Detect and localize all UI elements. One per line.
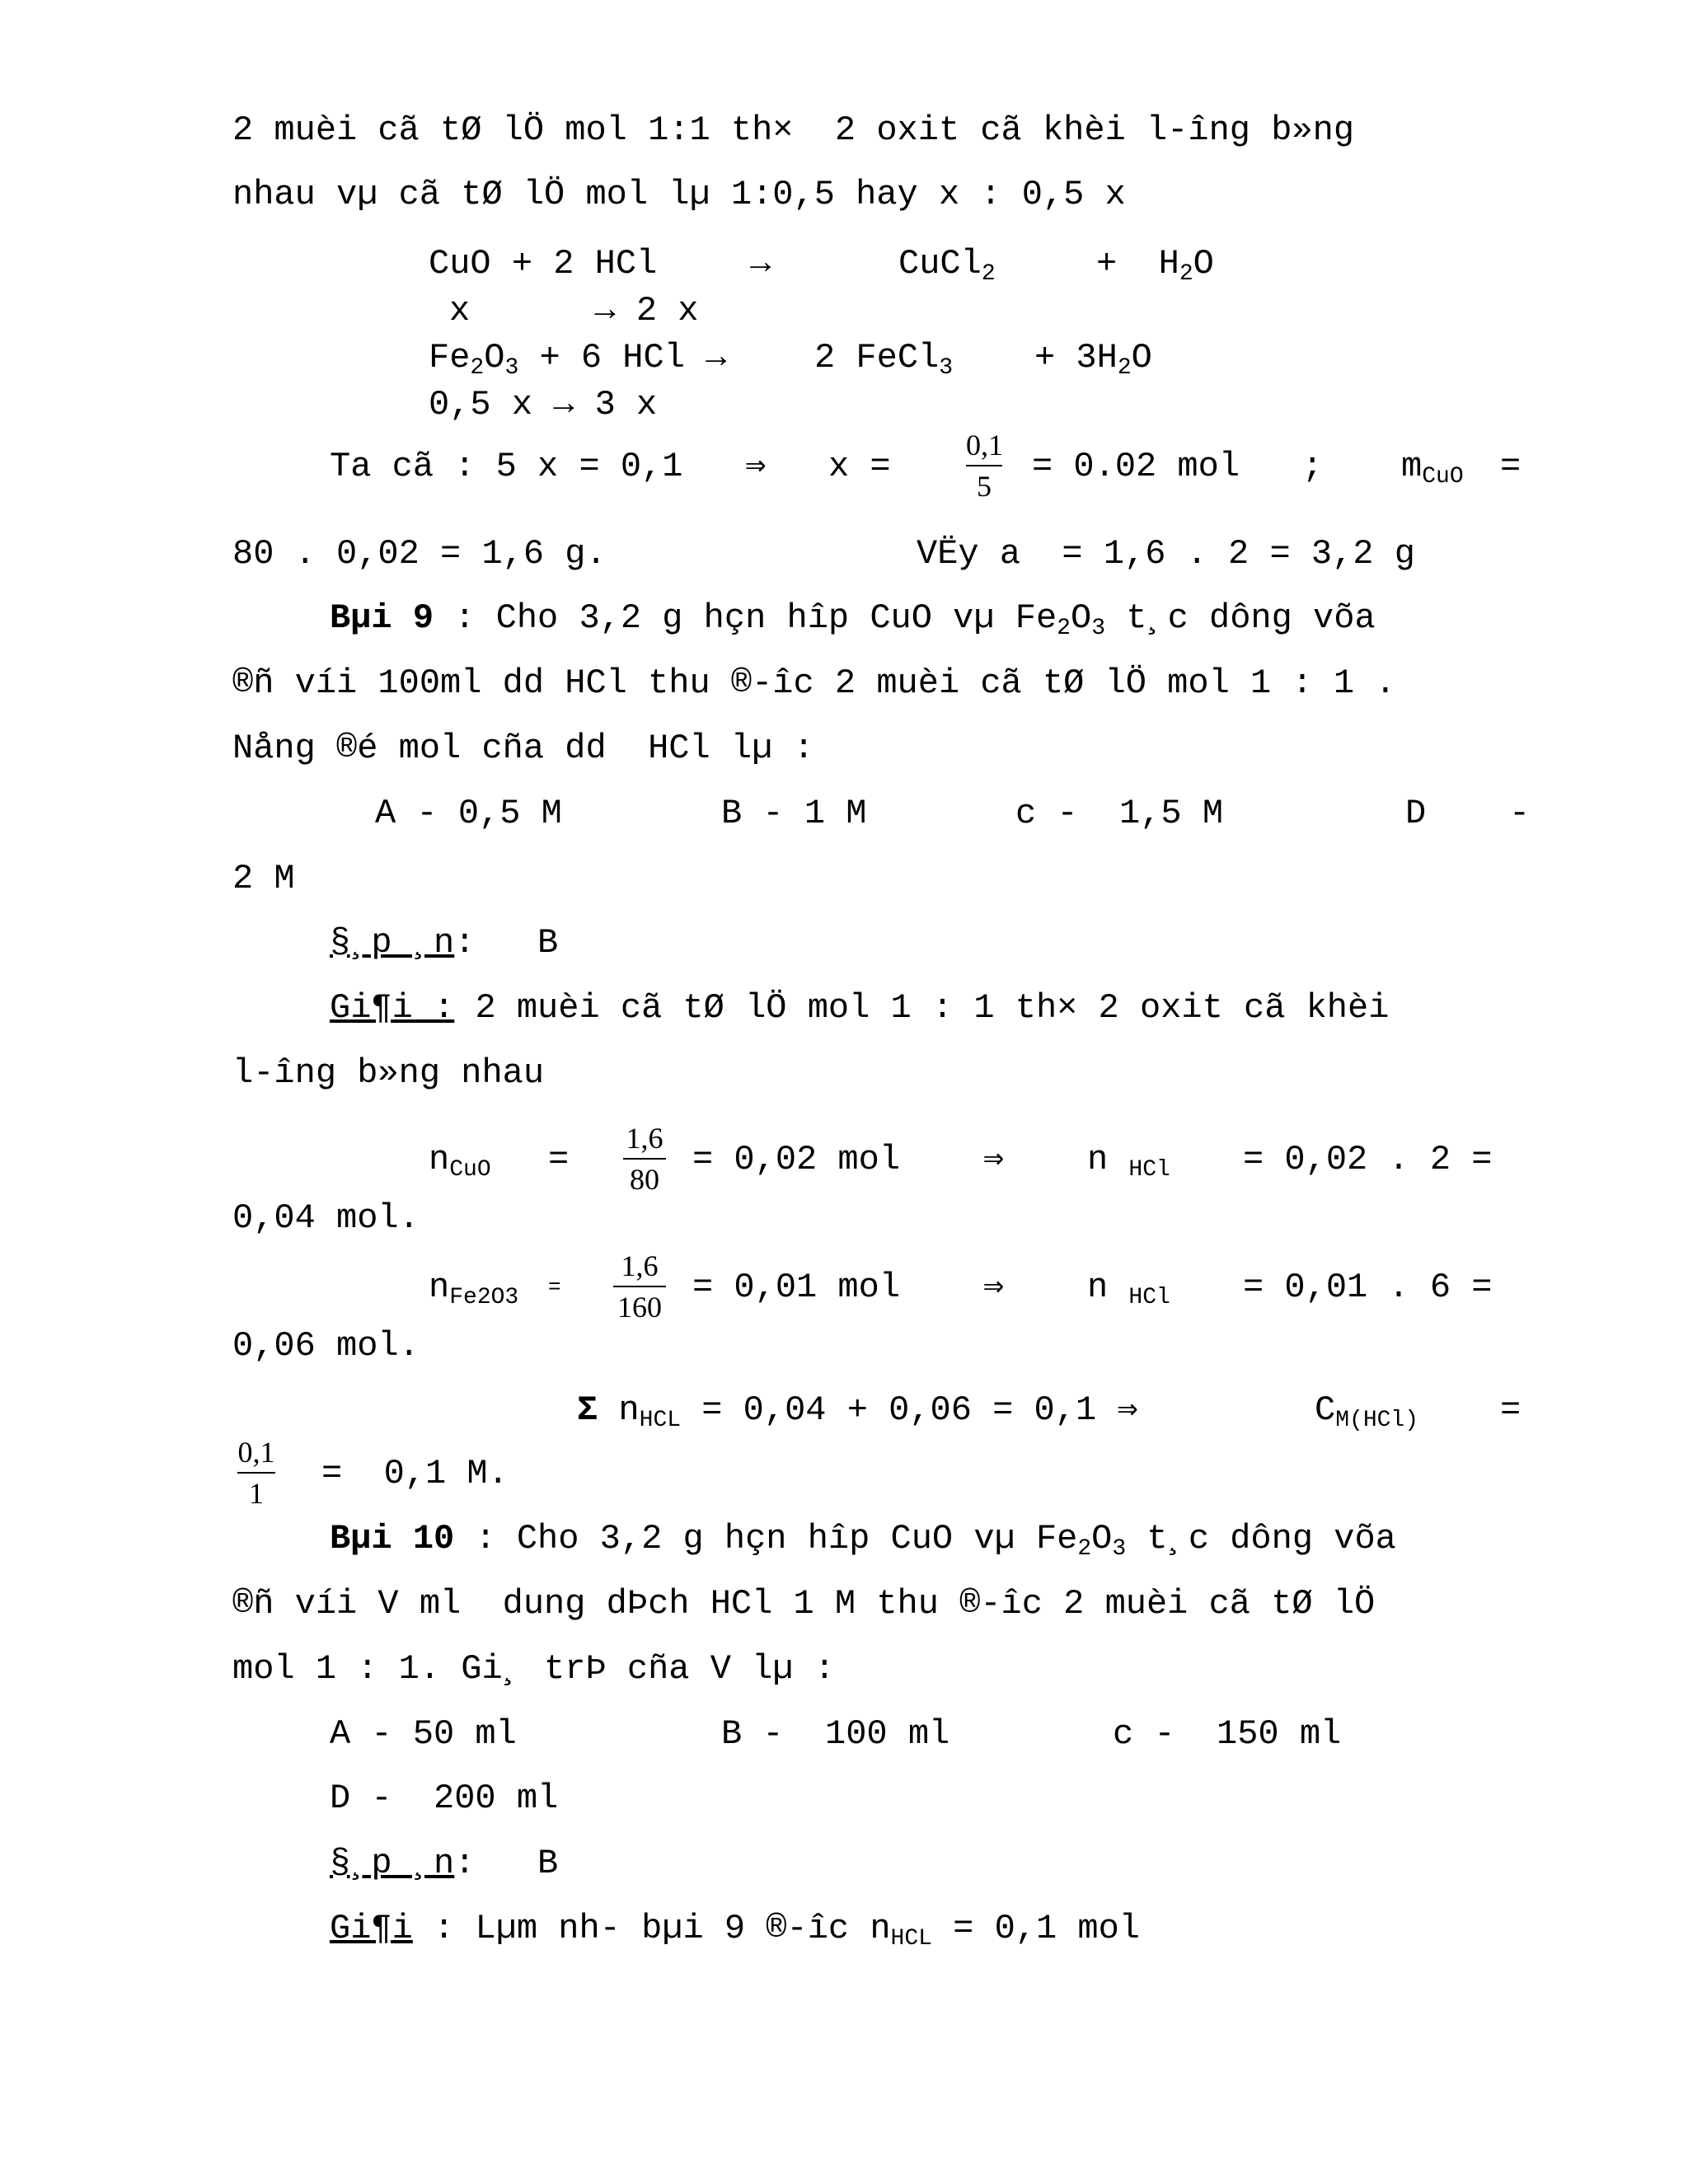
option-a: A - 0,5 M — [375, 794, 562, 833]
calc-conclusion: VËy a = 1,6 . 2 = 3,2 g — [917, 534, 1415, 574]
option-d: D - — [1405, 794, 1531, 833]
option-c: c - 1,5 M — [1015, 794, 1224, 833]
fraction: 1,6 80 — [623, 1120, 666, 1197]
calc-line: = 0,01 mol ⇒ n $_{HCl}$ — [692, 1268, 1170, 1310]
text-line: 0,06 mol. — [232, 1326, 420, 1366]
solution-line: Gi¶i : 2 muèi cã tØ lÖ mol 1 : 1 th× 2 oxit cã khèi — [330, 988, 1390, 1028]
option-a: A - 50 ml — [330, 1714, 517, 1754]
question-label: Bµi 9 — [330, 598, 434, 638]
answer-label: §¸p ¸n — [330, 1844, 455, 1883]
calc-result: = 0,01 . 6 = — [1243, 1268, 1493, 1307]
reaction-2-water: + $3H_2O$ — [1034, 338, 1152, 381]
question-9-text: Bµi 9 : Cho 3,2 g hçn hîp CuO vµ $Fe_2O_3$ t¸c dông võa — [330, 598, 1376, 641]
calc-line: 80 . 0,02 = 1,6 g. — [232, 534, 607, 574]
reaction-2-product: 2 FeCl$_3$ — [814, 338, 954, 381]
fraction: 0,1 5 — [966, 429, 1003, 503]
fraction: 1,6 160 — [613, 1248, 666, 1325]
option-b: B - 100 ml — [721, 1714, 950, 1754]
question-label: Bµi 10 — [330, 1519, 455, 1558]
reaction-1-water: + $H_2O$ — [1096, 244, 1214, 287]
option-d-value: 2 M — [232, 859, 295, 898]
answer-line: §¸p ¸n: B — [330, 923, 559, 963]
calc-line: = 0,02 mol ⇒ n $_{HCl}$ — [692, 1140, 1170, 1183]
concentration: $C_{M(HCl)}$ — [1315, 1390, 1419, 1433]
reaction-1-ratio: x → 2 x — [449, 291, 699, 330]
answer-label: §¸p ¸n — [330, 923, 455, 963]
text-line: nhau vµ cã tØ lÖ mol lµ 1:0,5 hay x : 0,5 x — [232, 175, 1126, 214]
solution-label: Gi¶i — [330, 1909, 413, 1948]
answer-line: §¸p ¸n: B — [330, 1844, 559, 1883]
equals-sign: = — [548, 1140, 570, 1179]
text-line: l-îng b»ng nhau — [232, 1053, 545, 1093]
question-10-text: Bµi 10 : Cho 3,2 g hçn hîp CuO vµ $Fe_2O_3$ t¸c dông võa — [330, 1519, 1396, 1562]
sum-line: Σ $n_{HCL} = 0,04 + 0,06 = 0,1$ ⇒ — [577, 1390, 1138, 1433]
solution-line: Gi¶i : Lµm nh- bµi 9 ®-îc $n_{HCL} = 0,1$ mol — [330, 1909, 1140, 1952]
equals-sign: = — [548, 1275, 561, 1300]
sigma-icon: Σ — [577, 1390, 598, 1430]
option-d: D - 200 ml — [330, 1779, 559, 1818]
text-line: 2 muèi cã tØ lÖ mol 1:1 th× 2 oxit cã khèi l-îng b»ng — [232, 110, 1355, 150]
text-line: 0,04 mol. — [232, 1198, 420, 1238]
fraction: 0,1 1 — [237, 1436, 275, 1510]
equals-sign: = — [1500, 447, 1522, 486]
solution-label: Gi¶i : — [330, 988, 455, 1028]
option-b: B - 1 M — [721, 794, 867, 833]
calc-line: Ta cã : 5 x = 0,1 ⇒ x = — [330, 447, 891, 486]
n-fe2o3: $n_{Fe2O3}$ — [429, 1268, 519, 1310]
option-c: c - 150 ml — [1113, 1714, 1342, 1754]
mass-cuo: $m_{CuO}$ — [1401, 447, 1464, 490]
reaction-2-ratio: 0,5 x → 3 x — [429, 385, 658, 424]
equals-sign: = — [1500, 1390, 1522, 1430]
n-cuo: $n_{CuO}$ — [429, 1140, 491, 1183]
text-line: ®ñ víi 100ml dd HCl thu ®-îc 2 muèi cã tØ lÖ mol 1 : 1 . — [232, 663, 1396, 703]
calc-result: = 0,02 . 2 = — [1243, 1140, 1493, 1179]
reaction-1-product: CuCl$_2$ — [898, 244, 996, 287]
reaction-2-reactants: $Fe_2O_3 + 6$ HCl → — [429, 338, 748, 381]
calc-result: = 0.02 mol ; — [1032, 447, 1323, 486]
calc-result: = 0,1 M. — [321, 1454, 509, 1493]
text-line: mol 1 : 1. Gi¸ trÞ cña V lµ : — [232, 1649, 835, 1689]
reaction-1-reactants: CuO + 2 HCl — [429, 244, 658, 284]
reaction-arrow: → — [750, 244, 771, 284]
text-line: ®ñ víi V ml dung dÞch HCl 1 M thu ®-îc 2 muèi cã tØ lÖ — [232, 1584, 1376, 1624]
text-line: Nång ®é mol cña dd HCl lµ : — [232, 729, 814, 768]
